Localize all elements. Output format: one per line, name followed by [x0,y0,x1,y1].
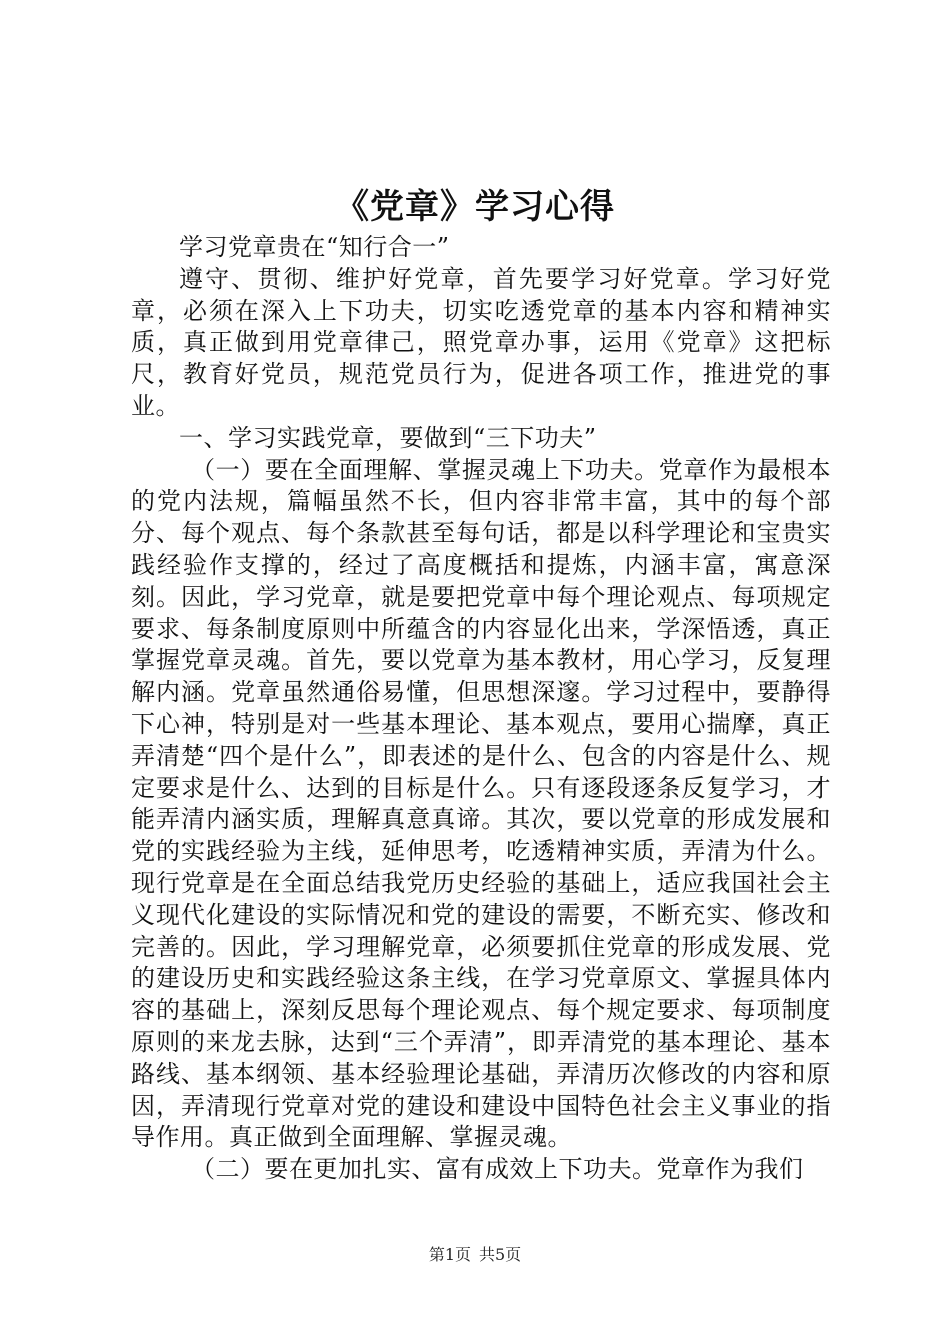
paragraph-subtitle: 学习党章贵在“知行合一” [179,233,450,261]
page-total: 共5页 [479,1245,522,1264]
paragraph-point-one: （一）要在全面理解、掌握灵魂上下功夫。党章作为最根本的党内法规，篇幅虽然不长，但内容非常丰富，其中的每个部分、每个观点、每个条款甚至每句话，都是以科学理论和宝贵实践经验作支撑的，经过了高度概括和提炼，内涵丰富，寓意深刻。因此，学习党章，就是要把党章中每个理论观点、每项规定要求、每条制度原则中所蕴含的内容显化出来，学深悟透，真正掌握党章灵魂。首先，要以党章为基本教材，用心学习，反复理解内涵。党章虽然通俗易懂，但思想深邃。学习过程中，要静得下心神，特别是对一些基本理论、基本观点，要用心揣摩，真正弄清楚“四个是什么”，即表述的是什么、包含的内容是什么、规定要求是什么、达到的目标是什么。只有逐段逐条反复学习，才能弄清内涵实质，理解真意真谛。其次，要以党章的形成发展和党的实践经验为主线，延伸思考，吃透精神实质，弄清为什么。现行党章是在全面总结我党历史经验的基础上，适应我国社会主义现代化建设的实际情况和党的建设的需要，不断充实、修改和完善的。因此，学习理解党章，必须要抓住党章的形成发展、党的建设历史和实践经验这条主线，在学习党章原文、掌握具体内容的基础上，深刻反思每个理论观点、每个规定要求、每项制度原则的来龙去脉，达到“三个弄清”，即弄清党的基本理论、基本路线、基本纲领、基本经验理论基础，弄清历次修改的内容和原因，弄清现行党章对党的建设和建设中国特色社会主义事业的指导作用。真正做到全面理解、掌握灵魂。 [131,455,831,1152]
page-footer [0,1244,950,1266]
section-heading: 一、学习实践党章，要做到“三下功夫” [179,423,597,452]
paragraph-intro: 遵守、贯彻、维护好党章，首先要学习好党章。学习好党章，必须在深入上下功夫，切实吃透党章的基本内容和精神实质，真正做到用党章律己，照党章办事，运用《党章》这把标尺，教育好党员，规范党员行为，促进各项工作，推进党的事业。 [131,264,831,420]
page-number: 第1页 [428,1245,471,1264]
document-body [131,232,831,1186]
document-title: 《党章》学习心得 [335,187,615,227]
paragraph-point-two: （二）要在更加扎实、富有成效上下功夫。党章作为我们 [191,1155,804,1184]
